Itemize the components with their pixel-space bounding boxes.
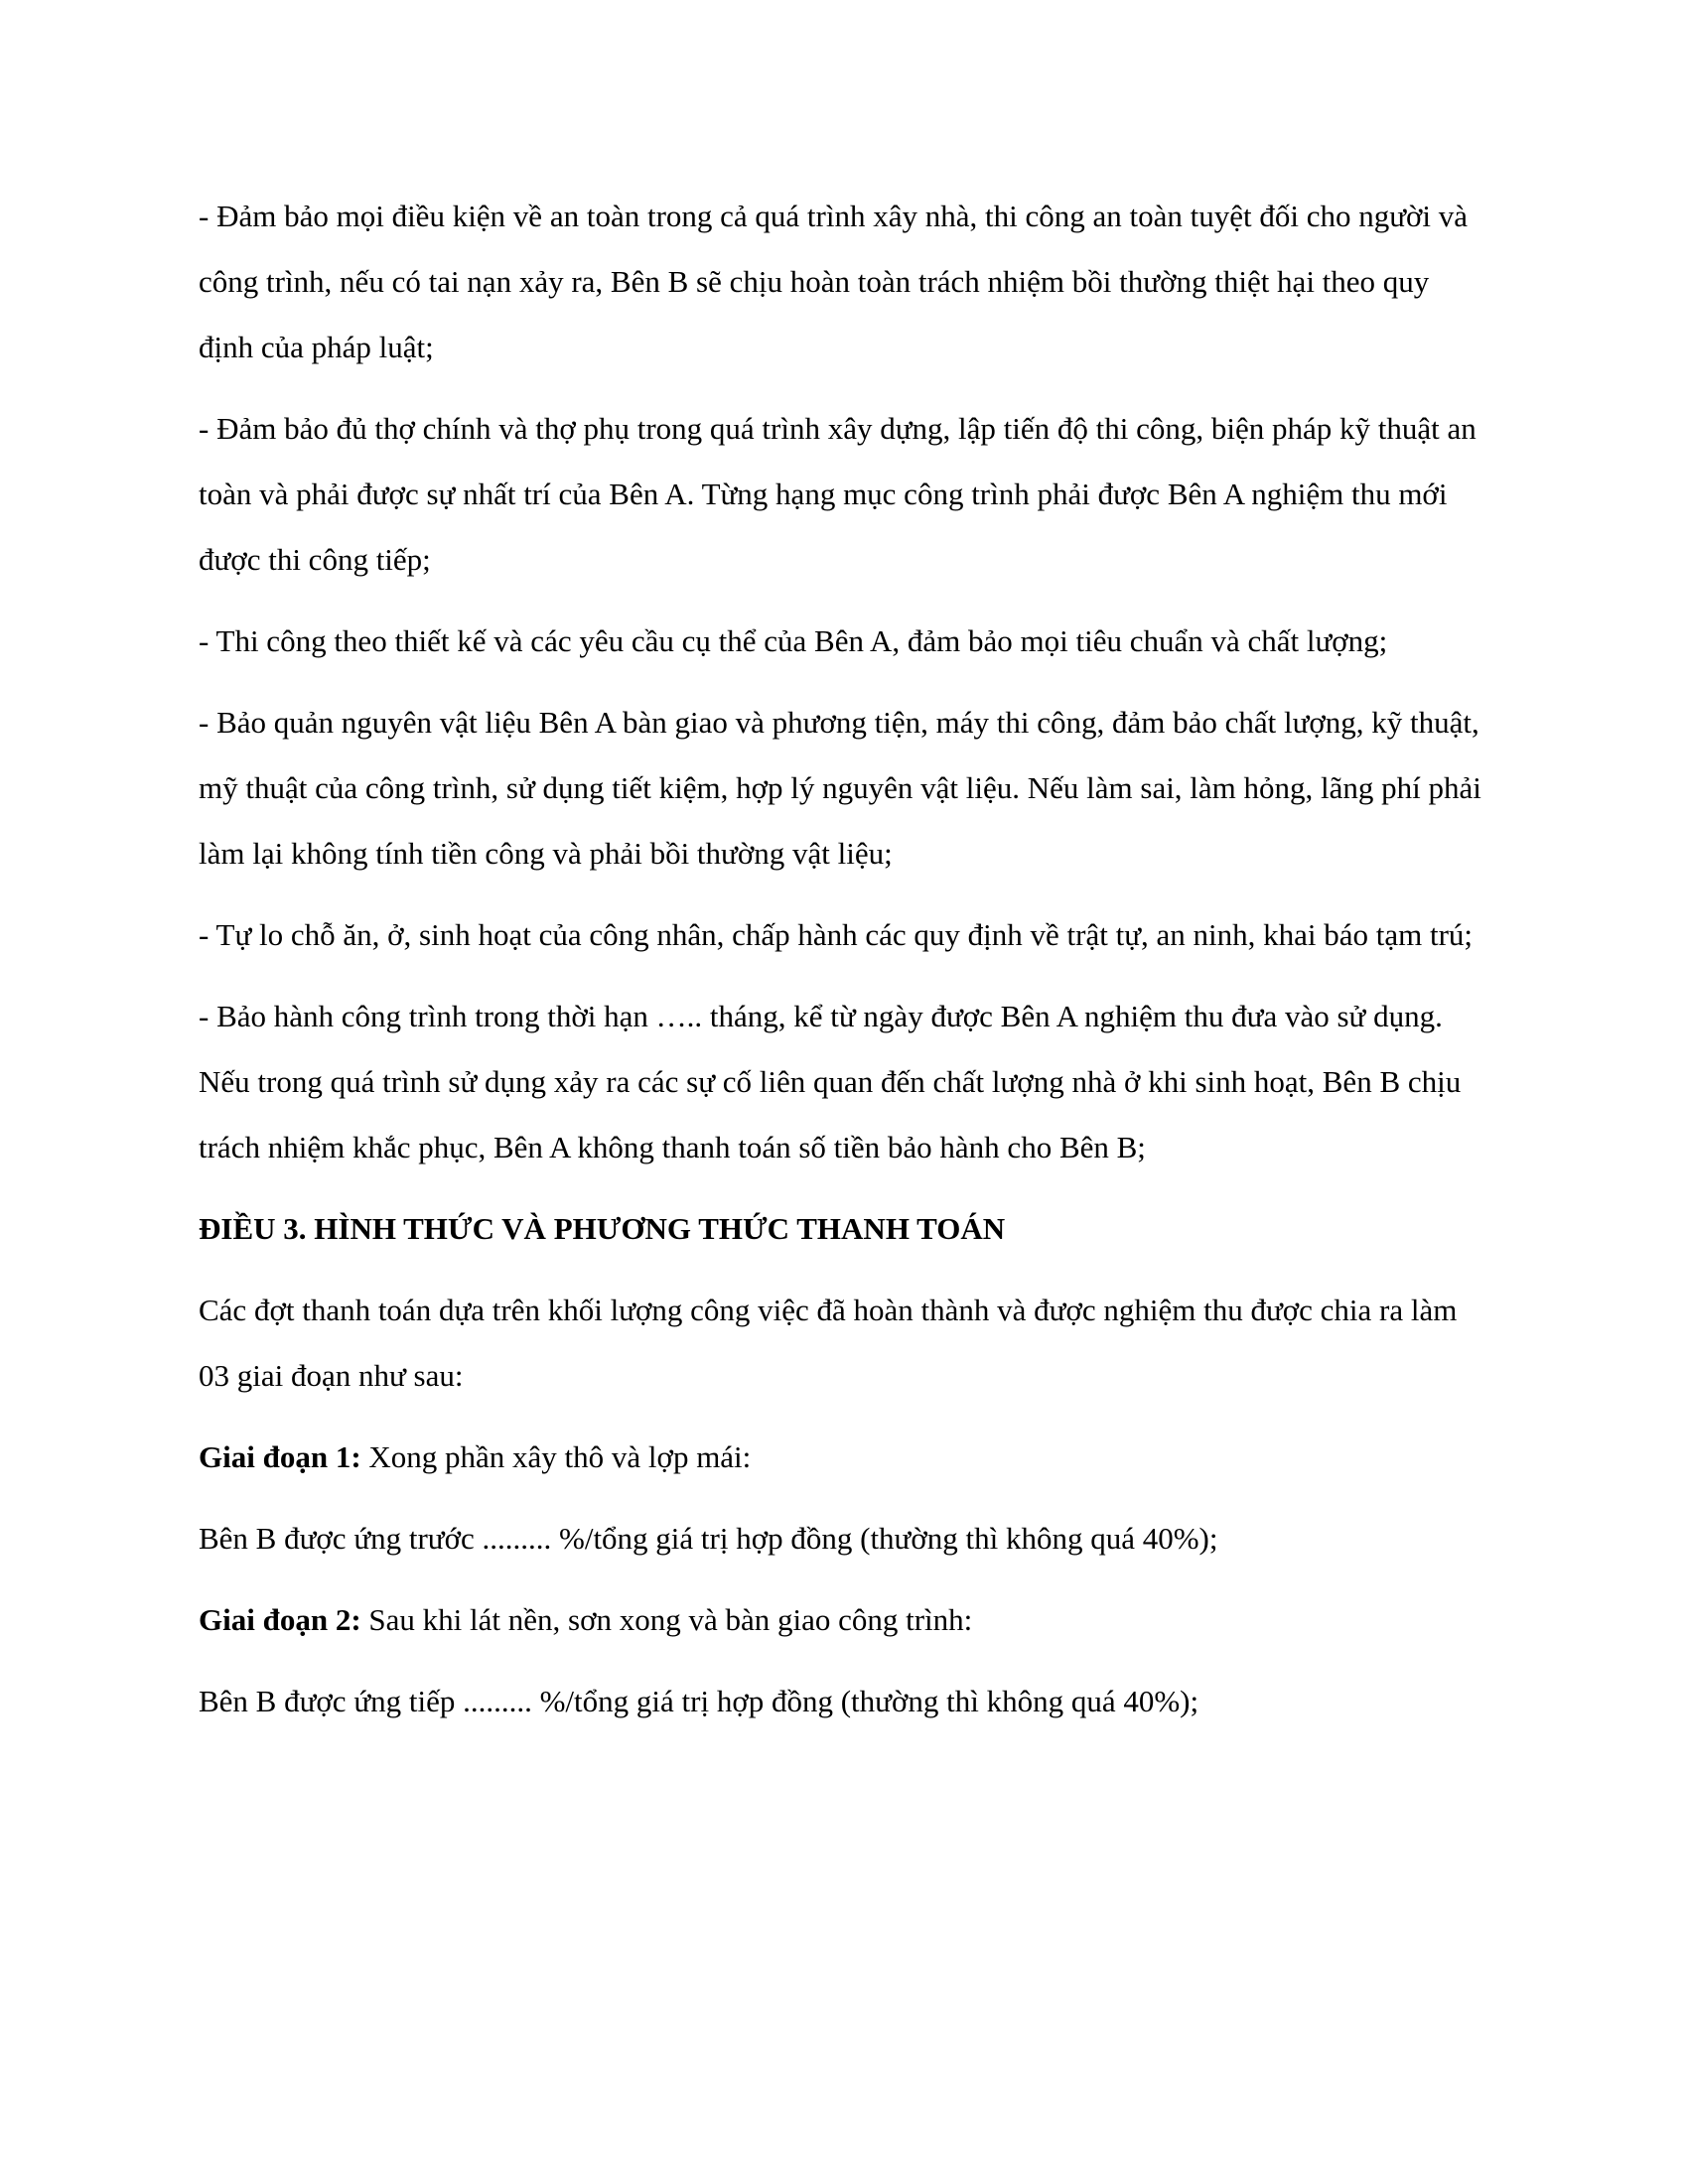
document-body xyxy=(199,184,1489,1750)
stage2-paragraph xyxy=(199,1587,1489,1653)
payment-intro-paragraph: Các đợt thanh toán dựa trên khối lượng công việc đã hoàn thành và được nghiệm thu được chia ra làm 03 giai đoạn như sau: xyxy=(199,1293,1458,1393)
stage1-paragraph xyxy=(199,1425,1489,1490)
contract-clause: - Tự lo chỗ ăn, ở, sinh hoạt của công nhân, chấp hành các quy định về trật tự, an ninh, khai báo tạm trú; xyxy=(199,917,1474,952)
stage1-label: Giai đoạn 1: xyxy=(199,1439,361,1474)
contract-clause: - Bảo hành công trình trong thời hạn ….. tháng, kể từ ngày được Bên A nghiệm thu đưa vào sử dụng. Nếu trong quá trình sử dụng xảy ra các sự cố liên quan đến chất lượng nhà ở khi sinh hoạt, Bên B chịu trách nhiệm khắc phục, Bên A không thanh toán số tiền bảo hành cho Bên B; xyxy=(199,999,1462,1164)
contract-clause: - Đảm bảo đủ thợ chính và thợ phụ trong quá trình xây dựng, lập tiến độ thi công, biện pháp kỹ thuật an toàn và phải được sự nhất trí của Bên A. Từng hạng mục công trình phải được Bên A nghiệm thu mới được thi công tiếp; xyxy=(199,411,1477,577)
contract-clause: - Đảm bảo mọi điều kiện về an toàn trong cả quá trình xây nhà, thi công an toàn tuyệt đối cho người và công trình, nếu có tai nạn xảy ra, Bên B sẽ chịu hoàn toàn trách nhiệm bồi thường thiệt hại theo quy định của pháp luật; xyxy=(199,199,1469,364)
stage1-payment-paragraph: Bên B được ứng trước ......... %/tổng giá trị hợp đồng (thường thì không quá 40%); xyxy=(199,1521,1218,1556)
stage2-label: Giai đoạn 2: xyxy=(199,1602,361,1637)
section-heading: ĐIỀU 3. HÌNH THỨC VÀ PHƯƠNG THỨC THANH TOÁN xyxy=(199,1211,1006,1246)
contract-clause: - Bảo quản nguyên vật liệu Bên A bàn giao và phương tiện, máy thi công, đảm bảo chất lượng, kỹ thuật, mỹ thuật của công trình, sử dụng tiết kiệm, hợp lý nguyên vật liệu. Nếu làm sai, làm hỏng, lãng phí phải làm lại không tính tiền công và phải bồi thường vật liệu; xyxy=(199,705,1481,871)
stage2-text: Sau khi lát nền, sơn xong và bàn giao công trình: xyxy=(360,1602,973,1637)
stage2-payment-paragraph: Bên B được ứng tiếp ......... %/tổng giá trị hợp đồng (thường thì không quá 40%); xyxy=(199,1684,1199,1718)
stage1-text: Xong phần xây thô và lợp mái: xyxy=(360,1439,752,1474)
contract-clause: - Thi công theo thiết kế và các yêu cầu cụ thể của Bên A, đảm bảo mọi tiêu chuẩn và chất lượng; xyxy=(199,623,1388,658)
